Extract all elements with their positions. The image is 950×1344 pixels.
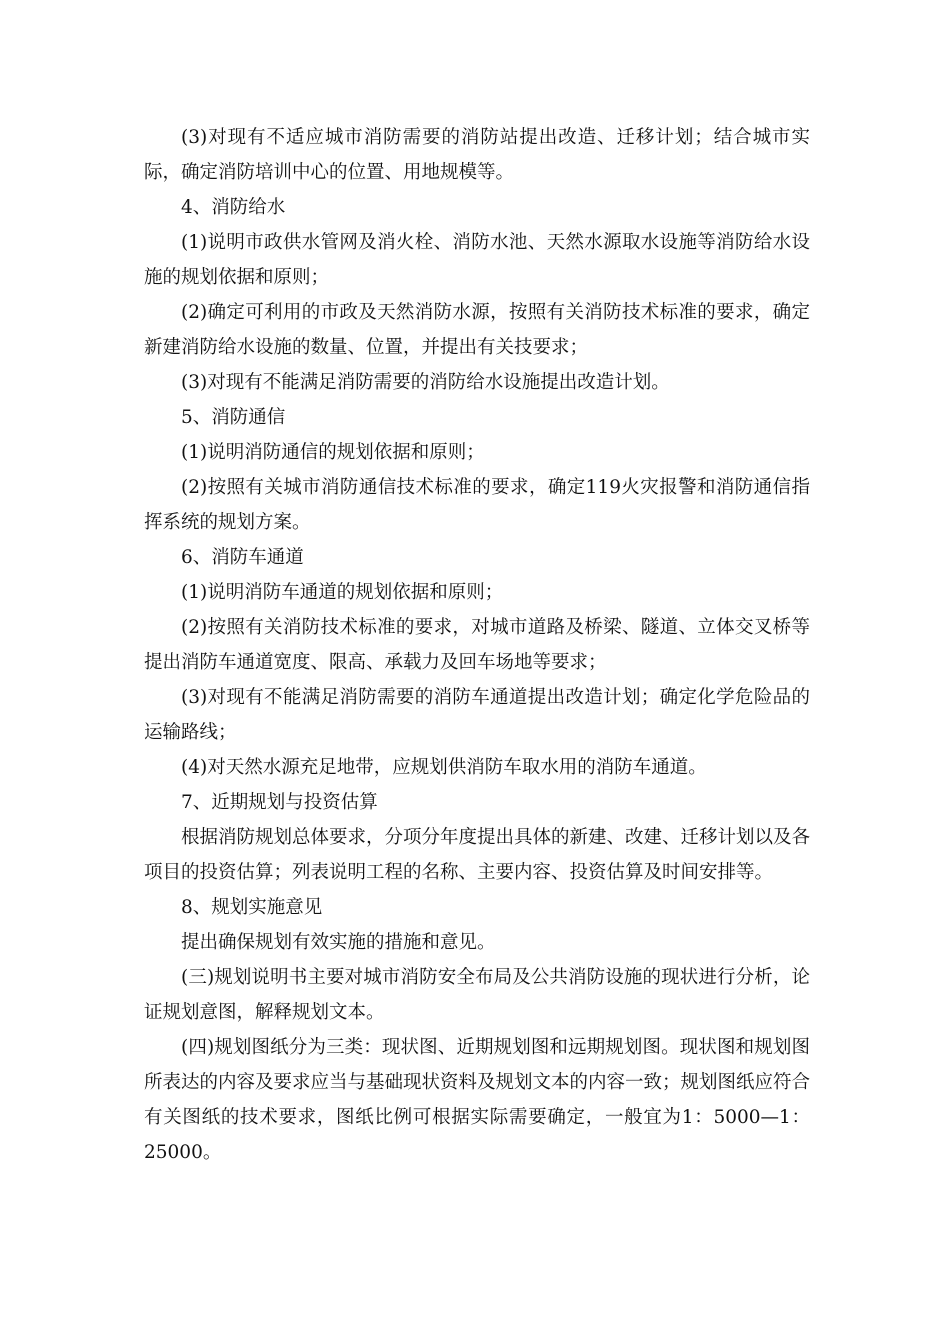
paragraph-water-source-determination: (2)确定可利用的市政及天然消防水源，按照有关消防技术标准的要求，确定新建消防给水设施的数量、位置，并提出有关技要求；	[144, 302, 810, 358]
paragraph-implementation-measures: 提出确保规划有效实施的措施和意见。	[181, 932, 496, 953]
paragraph-communication-basis: (1)说明消防通信的规划依据和原则；	[181, 442, 485, 463]
paragraph-planning-drawings: (四)规划图纸分为三类：现状图、近期规划图和远期规划图。现状图和规划图所表达的内容及要求应当与基础现状资料及规划文本的内容一致；规划图纸应符合有关图纸的技术要求，图纸比例可根据实际需要确定，一般宜为1：5000—1：25000。	[144, 1037, 811, 1163]
paragraph-fire-lane-requirements: (2)按照有关消防技术标准的要求，对城市道路及桥梁、隧道、立体交叉桥等提出消防车通道宽度、限高、承载力及回车场地等要求；	[144, 617, 810, 673]
paragraph-fire-station-relocation: (3)对现有不适应城市消防需要的消防站提出改造、迁移计划；结合城市实际，确定消防培训中心的位置、用地规模等。	[144, 127, 810, 183]
section-heading-fire-communication: 5、消防通信	[181, 407, 286, 428]
paragraph-water-supply-basis: (1)说明市政供水管网及消火栓、消防水池、天然水源取水设施等消防给水设施的规划依据和原则；	[144, 232, 810, 288]
paragraph-119-alarm-system: (2)按照有关城市消防通信技术标准的要求，确定119火灾报警和消防通信指挥系统的规划方案。	[144, 477, 810, 533]
section-heading-near-term-plan: 7、近期规划与投资估算	[181, 792, 378, 813]
paragraph-planning-statement: (三)规划说明书主要对城市消防安全布局及公共消防设施的现状进行分析，论证规划意图，解释规划文本。	[144, 967, 810, 1023]
section-heading-fire-lanes: 6、消防车通道	[181, 547, 304, 568]
paragraph-fire-lane-renovation: (3)对现有不能满足消防需要的消防车通道提出改造计划；确定化学危险品的运输路线；	[144, 687, 810, 743]
paragraph-water-source-lanes: (4)对天然水源充足地带，应规划供消防车取水用的消防车通道。	[181, 757, 707, 778]
paragraph-investment-estimate: 根据消防规划总体要求，分项分年度提出具体的新建、改建、迁移计划以及各项目的投资估算；列表说明工程的名称、主要内容、投资估算及时间安排等。	[144, 827, 811, 883]
section-heading-implementation: 8、规划实施意见	[181, 897, 323, 918]
document-body	[144, 120, 810, 1170]
paragraph-water-facility-renovation: (3)对现有不能满足消防需要的消防给水设施提出改造计划。	[181, 372, 670, 393]
section-heading-fire-water-supply: 4、消防给水	[181, 197, 286, 218]
paragraph-fire-lane-basis: (1)说明消防车通道的规划依据和原则；	[181, 582, 504, 603]
